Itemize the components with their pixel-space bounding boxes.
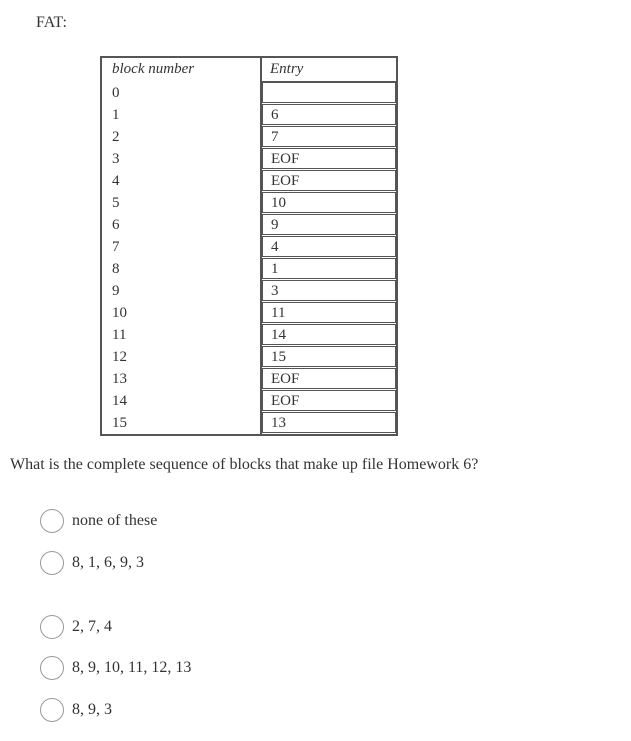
entry-value: 15 bbox=[262, 346, 396, 367]
table-row bbox=[101, 148, 397, 170]
entry-value: 13 bbox=[262, 412, 396, 433]
table-row bbox=[101, 170, 397, 192]
entry-value: 3 bbox=[262, 280, 396, 301]
entry-value: 7 bbox=[262, 126, 396, 147]
table-row bbox=[101, 258, 397, 280]
block-number-cell: 3 bbox=[101, 148, 261, 170]
block-number-cell: 5 bbox=[101, 192, 261, 214]
entry-cell bbox=[261, 236, 397, 258]
entry-value: EOF bbox=[262, 148, 396, 169]
radio-button[interactable] bbox=[40, 509, 64, 533]
table-row bbox=[101, 104, 397, 126]
radio-button[interactable] bbox=[40, 656, 64, 680]
block-number-cell: 14 bbox=[101, 390, 261, 412]
entry-cell bbox=[261, 126, 397, 148]
entry-cell bbox=[261, 192, 397, 214]
block-number-cell: 2 bbox=[101, 126, 261, 148]
entry-value: 14 bbox=[262, 324, 396, 345]
entry-header: Entry bbox=[261, 57, 397, 82]
radio-button[interactable] bbox=[40, 551, 64, 575]
table-row bbox=[101, 280, 397, 302]
entry-value: 1 bbox=[262, 258, 396, 279]
entry-cell bbox=[261, 170, 397, 192]
table-row bbox=[101, 302, 397, 324]
entry-cell bbox=[261, 82, 397, 105]
entry-cell bbox=[261, 302, 397, 324]
option-none-of-these[interactable] bbox=[40, 509, 157, 533]
entry-value: 10 bbox=[262, 192, 396, 213]
block-number-cell: 13 bbox=[101, 368, 261, 390]
table-header-row bbox=[101, 57, 397, 82]
block-number-cell: 8 bbox=[101, 258, 261, 280]
table-row bbox=[101, 82, 397, 105]
fat-heading: FAT: bbox=[36, 14, 67, 31]
entry-cell bbox=[261, 390, 397, 412]
table-row bbox=[101, 412, 397, 435]
block-number-cell: 12 bbox=[101, 346, 261, 368]
entry-cell bbox=[261, 104, 397, 126]
entry-value: 6 bbox=[262, 104, 396, 125]
block-number-cell: 0 bbox=[101, 82, 261, 105]
entry-cell bbox=[261, 368, 397, 390]
entry-value: 9 bbox=[262, 214, 396, 235]
question-text: What is the complete sequence of blocks that make up file Homework 6? bbox=[10, 456, 479, 473]
entry-cell bbox=[261, 412, 397, 435]
block-number-cell: 10 bbox=[101, 302, 261, 324]
option-8-9-3[interactable] bbox=[40, 698, 112, 722]
block-number-cell: 6 bbox=[101, 214, 261, 236]
block-number-cell: 9 bbox=[101, 280, 261, 302]
option-label: 8, 9, 10, 11, 12, 13 bbox=[72, 659, 192, 676]
option-8-1-6-9-3[interactable] bbox=[40, 551, 144, 575]
table-row bbox=[101, 126, 397, 148]
entry-value: EOF bbox=[262, 368, 396, 389]
option-label: 8, 1, 6, 9, 3 bbox=[72, 554, 144, 571]
table-row bbox=[101, 346, 397, 368]
entry-cell bbox=[261, 324, 397, 346]
table-row bbox=[101, 192, 397, 214]
block-number-cell: 4 bbox=[101, 170, 261, 192]
table-row bbox=[101, 214, 397, 236]
entry-cell bbox=[261, 214, 397, 236]
block-number-cell: 15 bbox=[101, 412, 261, 435]
option-label: 2, 7, 4 bbox=[72, 618, 112, 635]
table-row bbox=[101, 390, 397, 412]
table-row bbox=[101, 324, 397, 346]
table-row bbox=[101, 368, 397, 390]
option-label: none of these bbox=[72, 512, 158, 529]
entry-value: 4 bbox=[262, 236, 396, 257]
radio-button[interactable] bbox=[40, 698, 64, 722]
entry-value bbox=[262, 82, 396, 103]
entry-cell bbox=[261, 346, 397, 368]
option-label: 8, 9, 3 bbox=[72, 701, 112, 718]
entry-cell bbox=[261, 148, 397, 170]
block-number-header: block number bbox=[101, 57, 261, 82]
block-number-cell: 1 bbox=[101, 104, 261, 126]
block-number-cell: 11 bbox=[101, 324, 261, 346]
radio-button[interactable] bbox=[40, 615, 64, 639]
entry-cell bbox=[261, 258, 397, 280]
block-number-cell: 7 bbox=[101, 236, 261, 258]
fat-table bbox=[100, 56, 398, 436]
option-8-9-10-11-12-13[interactable] bbox=[40, 656, 191, 680]
table-row bbox=[101, 236, 397, 258]
entry-value: EOF bbox=[262, 170, 396, 191]
entry-value: EOF bbox=[262, 390, 396, 411]
entry-value: 11 bbox=[262, 302, 396, 323]
entry-cell bbox=[261, 280, 397, 302]
option-2-7-4[interactable] bbox=[40, 615, 112, 639]
